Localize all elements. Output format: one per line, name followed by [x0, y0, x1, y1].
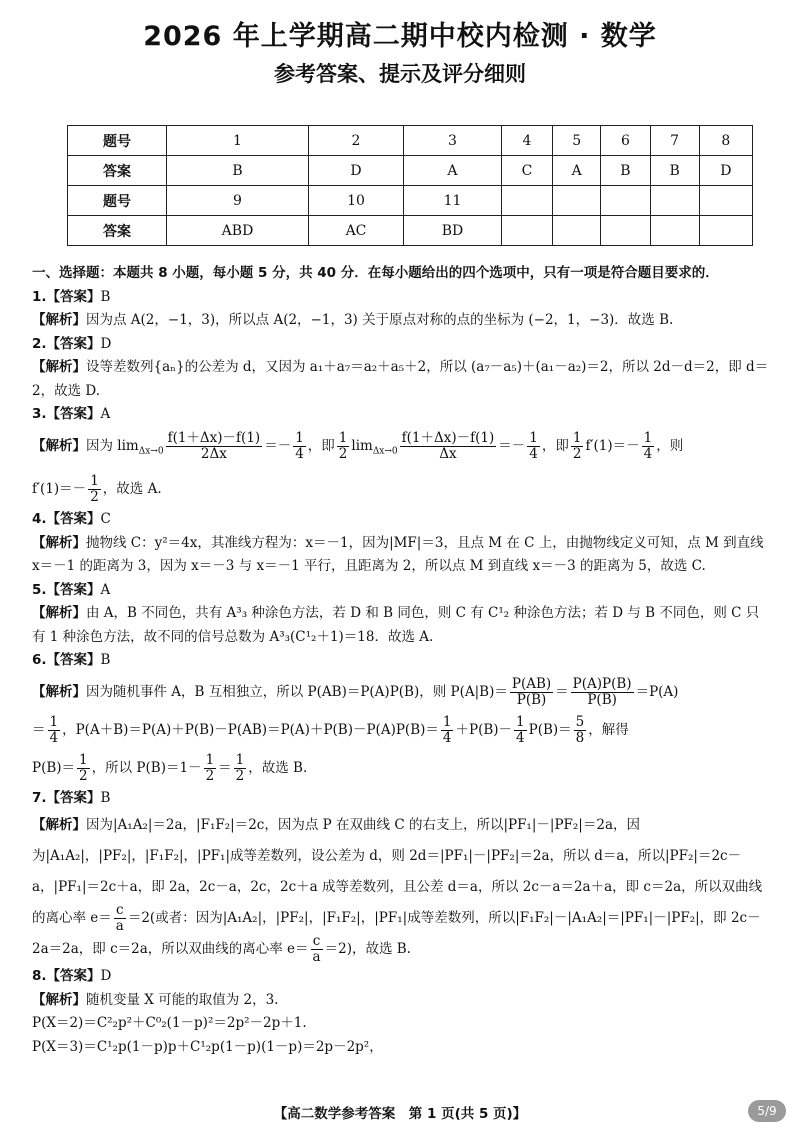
math-text: 因为|A₁A₂|＝2a，|F₁F₂|＝2c，因为点 P 在双曲线 C 的右支上，所以|PF₁|－|PF₂|＝2a，因为|A₁A₂|，|PF₂|，|F₁F₂|，|PF₁|成等差数列，设公差为 d，则 2d＝|PF₁|－|PF₂|＝2a，所以 d＝a，所以|PF₂|＝2c－a，|PF₁|＝2c＋a，即 2a，2c－a，2c，2c＋a 成等差数列，且公差 d＝a，所以 2c－a＝2a＋a，即 c＝2a，所以双曲线的离心率 e＝: [32, 817, 763, 927]
fraction: [642, 431, 655, 462]
question-number: 3.: [32, 406, 47, 422]
table-cell: 7: [650, 126, 699, 156]
question-number: 8.: [32, 968, 47, 985]
math-text: ，即: [307, 437, 335, 454]
question-number: 5.: [32, 581, 47, 598]
table-cell: 9: [167, 186, 309, 216]
analysis-text: 因为点 A(2，−1，3)，所以点 A(2，−1，3) 关于原点对称的点的坐标为 (−2，1，−3)．故选 B.: [86, 312, 674, 328]
analysis-line-q6: 【解析】因为随机事件 A，B 互相独立，所以 P(AB)＝P(A)P(B)，则 P(A|B)＝ $\frac{P(AB)}{P(B)}$ ＝ $\frac{P(A)P(B)}{P(B)}$ ＝P(A) ＝ $\frac{1}{4}$ ，P(A＋B)＝P(A)＋P(B)－P(AB)＝P(A)＋P(B)－P(A)P(B)＝ $\frac{1}{4}$ ＋P(B)－ $\frac{1}{4}$ P(B)＝ $\frac{5}{8}$ ，解得 P(B)＝ $\frac{1}{2}$ ，所以 P(B)＝1－ $\frac{1}{2}$ ＝ $\frac{1}{2}$ ，故选 B.: [32, 675, 679, 784]
table-row: [68, 126, 753, 156]
fraction: [441, 715, 454, 746]
answer-label: 【答案】: [46, 581, 101, 598]
fraction: [48, 715, 61, 746]
table-cell: [650, 216, 699, 246]
fraction: [574, 715, 587, 746]
answer-value: B: [100, 652, 111, 669]
solutions-body: [32, 262, 772, 1059]
table-cell: 3: [403, 126, 501, 156]
denominator: 4: [295, 445, 304, 462]
table-cell: 6: [601, 126, 650, 156]
math-text: ，则: [656, 437, 684, 454]
answer-label: 【答案】: [46, 288, 101, 305]
math-text: ，解得: [588, 721, 629, 738]
denominator: 2: [235, 767, 245, 784]
denominator: 2: [90, 489, 99, 506]
table-cell: B: [601, 156, 650, 186]
answer-label: 【答案】: [46, 406, 101, 422]
page-subtitle: 参考答案、提示及评分细则: [274, 62, 526, 86]
fraction: [311, 934, 323, 965]
page-title: 2026 年上学期高二期中校内检测 · 数学: [143, 21, 657, 52]
analysis-label: 【解析】: [32, 605, 86, 622]
fraction: [571, 431, 584, 462]
denominator: a: [312, 949, 321, 966]
row-label: 题号: [68, 186, 167, 216]
analysis-label: 【解析】: [32, 359, 86, 375]
table-cell: A: [552, 156, 600, 186]
numerator: f(1＋Δx)－f(1): [167, 429, 261, 446]
question-number: 1.: [32, 288, 47, 305]
analysis-label: 【解析】: [32, 534, 86, 551]
denominator: a: [115, 918, 124, 935]
math-text: f′(1)＝－: [32, 481, 87, 498]
answer-line-q5: [32, 579, 772, 603]
analysis-line-q5: [32, 602, 772, 649]
denominator: P(B): [587, 691, 617, 708]
fraction: [527, 431, 540, 462]
denominator: 2: [338, 445, 348, 462]
analysis-label: 【解析】: [32, 312, 86, 328]
numerator: 1: [338, 429, 348, 446]
table-cell: [601, 216, 650, 246]
fraction: [337, 431, 350, 462]
denominator: 2: [79, 767, 88, 784]
table-cell: C: [501, 156, 552, 186]
table-cell: [699, 216, 752, 246]
analysis-label: 【解析】: [32, 683, 86, 700]
fraction: [114, 903, 126, 934]
denominator: 4: [516, 729, 525, 746]
table-cell: 2: [308, 126, 403, 156]
answer-label: 【答案】: [46, 968, 101, 985]
answer-value: A: [100, 406, 111, 422]
table-cell: 1: [167, 126, 309, 156]
fraction: [293, 431, 306, 462]
analysis-text: 随机变量 X 可能的取值为 2，3.: [86, 991, 279, 1008]
math-text: ，P(A＋B)＝P(A)＋P(B)－P(AB)＝P(A)＋P(B)－P(A)P(B)＝: [62, 721, 439, 738]
table-cell: [501, 216, 552, 246]
math-text: ＝2)，故选 B.: [324, 941, 411, 958]
answer-value: B: [100, 789, 111, 806]
answer-line-q6: [32, 649, 772, 673]
table-cell: [552, 186, 600, 216]
row-label: 答案: [68, 216, 167, 246]
math-text: ＋P(B)－: [455, 721, 513, 738]
fraction: [204, 753, 217, 784]
numerator: P(AB): [511, 675, 552, 692]
math-text: lim: [351, 437, 373, 454]
question-number: 2.: [32, 335, 47, 352]
answer-label: 【答案】: [46, 335, 101, 352]
table-cell: D: [308, 156, 403, 186]
table-row: [68, 216, 753, 246]
denominator: Δx: [439, 445, 457, 462]
analysis-text: 抛物线 C：y²＝4x，其准线方程为：x＝－1，因为|MF|＝3，且点 M 在 C 上，由抛物线定义可知，点 M 到直线 x＝－1 的距离为 3，因为 x＝－3 与 x＝－1 平行，且距离为 2，所以点 M 到直线 x＝－3 的距离为 5，故选 C.: [32, 534, 764, 575]
analysis-line-q8: [32, 989, 772, 1013]
formula-line: P(X＝2)＝C²₂p²＋C⁰₂(1－p)²＝2p²－2p＋1.: [32, 1015, 307, 1032]
analysis-text: 由 A，B 不同色，共有 A³₃ 种涂色方法，若 D 和 B 同色，则 C 有 C¹₂ 种涂色方法；若 D 与 B 不同色，则 C 只有 1 种涂色方法，故不同的信号总数为 A³₃(C¹₂＋1)＝18．故选 A.: [32, 605, 760, 645]
table-row: [68, 156, 753, 186]
math-text: P(B)＝: [528, 721, 572, 738]
answer-value: C: [100, 511, 111, 528]
denominator: 2: [572, 445, 582, 462]
answer-line-q2: [32, 333, 772, 357]
table-cell: [699, 186, 752, 216]
analysis-label: 【解析】: [32, 437, 86, 454]
numerator: 1: [295, 429, 304, 446]
analysis-line-q1: [32, 309, 772, 333]
page-indicator-badge: 5/9: [748, 1100, 786, 1122]
answer-label: 【答案】: [46, 789, 101, 806]
answer-value: B: [100, 288, 111, 305]
table-cell: 4: [501, 126, 552, 156]
answer-line-q4: [32, 508, 772, 532]
answer-line-q7: [32, 787, 772, 811]
fraction: [514, 715, 527, 746]
numerator: 1: [79, 751, 88, 768]
numerator: 1: [516, 713, 525, 730]
fraction: [166, 431, 263, 462]
numerator: 1: [572, 429, 582, 446]
table-cell: B: [650, 156, 699, 186]
analysis-line-q4: [32, 532, 772, 579]
table-cell: BD: [403, 216, 501, 246]
math-text: ，故选 A.: [102, 481, 162, 498]
denominator: 8: [575, 729, 585, 746]
row-label: 答案: [68, 156, 167, 186]
denominator: P(B): [516, 691, 547, 708]
numerator: 1: [90, 473, 99, 490]
question-number: 6.: [32, 652, 47, 669]
numerator: f(1＋Δx)－f(1): [401, 429, 495, 446]
page-footer: 【高二数学参考答案 第 1 页(共 5 页)】: [273, 1106, 527, 1122]
table-cell: [501, 186, 552, 216]
denominator: 2: [205, 767, 215, 784]
denominator: 2Δx: [200, 445, 227, 462]
answer-line-q1: [32, 286, 772, 310]
answer-value: D: [100, 335, 112, 352]
limit-subscript: Δx→0: [138, 446, 164, 457]
fraction: [400, 431, 497, 462]
row-label: 题号: [68, 126, 167, 156]
numerator: 1: [643, 429, 653, 446]
table-cell: D: [699, 156, 752, 186]
math-text: ，所以 P(B)＝1－: [91, 759, 202, 776]
table-cell: B: [167, 156, 309, 186]
math-text: ，即: [541, 437, 569, 454]
table-cell: [601, 186, 650, 216]
formula-line: P(X＝3)＝C¹₂p(1－p)p＋C¹₂p(1－p)(1－p)＝2p－2p²，: [32, 1038, 383, 1055]
fraction: [77, 753, 90, 784]
analysis-text: 因为 lim: [86, 437, 139, 454]
analysis-label: 【解析】: [32, 991, 86, 1008]
answer-value: D: [100, 968, 112, 985]
numerator: P(A)P(B): [572, 675, 632, 692]
answer-table: [67, 125, 753, 246]
answer-label: 【答案】: [46, 652, 101, 669]
numerator: 5: [575, 713, 585, 730]
table-cell: ABD: [167, 216, 309, 246]
section-heading: 一、选择题：本题共 8 小题，每小题 5 分，共 40 分．在每小题给出的四个选项中，只有一项是符合题目要求的．: [32, 265, 719, 281]
fraction: [571, 677, 634, 708]
numerator: c: [114, 903, 126, 919]
numerator: 1: [205, 751, 215, 768]
fraction: [510, 677, 553, 708]
table-cell: 8: [699, 126, 752, 156]
numerator: 1: [442, 713, 452, 730]
analysis-line-q7: [32, 810, 772, 965]
numerator: c: [311, 934, 323, 950]
analysis-line-q2: [32, 356, 772, 403]
answer-value: A: [100, 581, 111, 598]
fraction: [88, 474, 101, 505]
analysis-label: 【解析】: [32, 817, 86, 834]
answer-label: 【答案】: [46, 511, 101, 528]
math-text: 因为随机事件 A，B 互相独立，所以 P(AB)＝P(A)P(B)，则 P(A|B)＝: [86, 683, 508, 700]
question-number: 7.: [32, 789, 47, 806]
denominator: 4: [442, 729, 452, 746]
answer-line-q8: [32, 965, 772, 989]
answer-line-q3: [32, 403, 772, 427]
math-text: P(B)＝: [32, 759, 76, 776]
table-cell: AC: [308, 216, 403, 246]
table-cell: [650, 186, 699, 216]
math-text: ＝－: [264, 437, 292, 454]
math-text: ＝P(A): [635, 683, 679, 700]
denominator: 4: [49, 729, 59, 746]
table-cell: A: [403, 156, 501, 186]
math-text: ，故选 B.: [248, 759, 308, 776]
table-row: [68, 186, 753, 216]
analysis-text: 设等差数列{aₙ}的公差为 d，又因为 a₁＋a₇＝a₂＋a₅＋2，所以 (a₇－a₅)＋(a₁－a₂)＝2，所以 2d－d＝2，即 d＝2，故选 D.: [32, 359, 769, 399]
math-text: ＝－: [498, 437, 526, 454]
table-cell: 10: [308, 186, 403, 216]
table-cell: 5: [552, 126, 600, 156]
table-cell: 11: [403, 186, 501, 216]
numerator: 1: [49, 713, 59, 730]
question-number: 4.: [32, 511, 47, 528]
fraction: [234, 753, 247, 784]
numerator: 1: [529, 429, 538, 446]
table-cell: [552, 216, 600, 246]
denominator: 4: [529, 445, 538, 462]
limit-subscript: Δx→0: [372, 446, 398, 457]
denominator: 4: [643, 445, 653, 462]
analysis-line-q3: [32, 427, 772, 509]
numerator: 1: [235, 751, 245, 768]
math-text: ＝2(或者：因为|A₁A₂|，|PF₂|，|F₁F₂|，|PF₁|成等差数列，所以|F₁F₂|－|A₁A₂|＝|PF₁|－|PF₂|，即 2c－2a＝2a，即 c＝2a，所以双曲线的离心率 e＝: [32, 910, 761, 958]
math-text: f′(1)＝－: [585, 437, 640, 454]
